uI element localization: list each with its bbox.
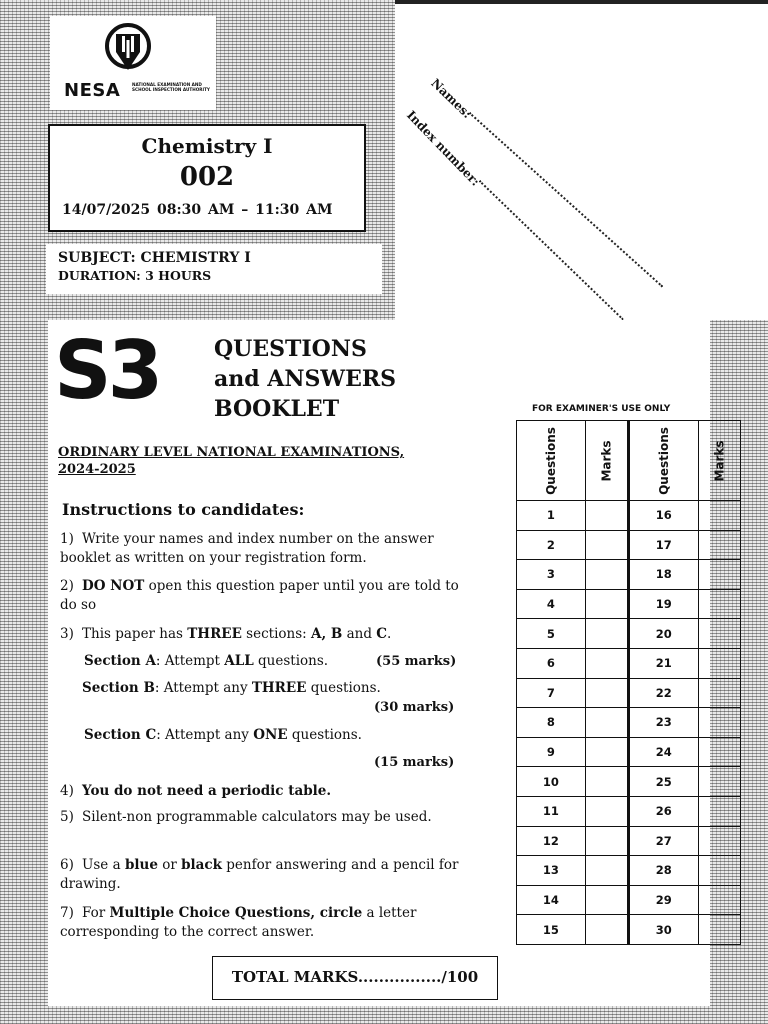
col-questions-left: Questions [517,421,586,501]
section-a-line: Section A: Attempt ALL questions. [84,653,329,669]
marks-cell[interactable] [698,826,740,856]
instruction-item-2: 2) DO NOT open this question paper until you are told to do so [60,578,459,613]
question-number-cell: 27 [628,826,698,856]
marks-cell[interactable] [698,619,740,649]
instruction-item-6: 6) Use a blue or black penfor answering and a pencil for drawing. [60,857,459,892]
marks-cell[interactable] [698,708,740,738]
table-row [517,501,741,531]
question-number-cell: 11 [517,796,586,826]
col-marks-right: Marks [698,421,740,501]
question-number-cell: 7 [517,678,586,708]
instruction-item-5: 5) Silent-non programmable calculators may be used. [60,809,432,825]
question-number-cell: 13 [517,856,586,886]
logo-subtext: NATIONAL EXAMINATION AND SCHOOL INSPECTION AUTHORITY [132,82,210,92]
names-label: Names: [428,76,475,121]
section-b-marks: (30 marks) [374,700,455,715]
marks-cell[interactable] [698,560,740,590]
booklet-title [214,334,396,424]
marks-cell[interactable] [585,856,628,886]
booklet-main-panel [48,320,727,1006]
question-number-cell: 30 [628,915,698,945]
instruction-item-4: 4) You do not need a periodic table. [60,783,332,799]
instruction-item-1: 1) Write your names and index number on the answer booklet as written on your registration form. [60,531,434,566]
marks-cell[interactable] [585,560,628,590]
instruction-item-7: 7) For Multiple Choice Questions, circle a letter corresponding to the correct answer. [60,905,417,940]
logo-wordmark: NESA [64,80,121,101]
question-number-cell: 25 [628,767,698,797]
marks-cell[interactable] [585,648,628,678]
marks-cell[interactable] [585,619,628,649]
question-number-cell: 29 [628,885,698,915]
marks-cell[interactable] [585,708,628,738]
question-number-cell: 5 [517,619,586,649]
table-row [517,737,741,767]
question-number-cell: 17 [628,530,698,560]
question-number-cell: 23 [628,708,698,738]
question-number-cell: 8 [517,708,586,738]
exam-title-box [48,124,366,232]
examiner-table-body [517,501,741,945]
question-number-cell: 26 [628,796,698,826]
marks-cell[interactable] [698,648,740,678]
marks-cell[interactable] [585,885,628,915]
exam-name-line1: ORDINARY LEVEL NATIONAL EXAMINATIONS, [58,445,405,460]
marks-cell[interactable] [585,915,628,945]
table-row [517,678,741,708]
marks-cell[interactable] [698,767,740,797]
table-row [517,619,741,649]
table-row [517,648,741,678]
section-a-marks: (55 marks) [376,654,457,669]
marks-cell[interactable] [698,501,740,531]
marks-cell[interactable] [698,530,740,560]
duration-line: DURATION: 3 HOURS [58,268,212,283]
exam-date-time: 14/07/2025 08:30 AM – 11:30 AM [62,202,333,218]
marks-cell[interactable] [698,678,740,708]
question-number-cell: 9 [517,737,586,767]
booklet-title-line3: BOOKLET [214,396,340,422]
examiner-heading: FOR EXAMINER'S USE ONLY [532,404,671,414]
table-row [517,915,741,945]
booklet-title-line1: QUESTIONS [214,336,367,362]
subject-line: SUBJECT: CHEMISTRY I [58,250,251,266]
marks-cell[interactable] [698,915,740,945]
marks-cell[interactable] [698,737,740,767]
index-number-label: Index number: [403,108,483,189]
security-pattern-bottom [0,1004,768,1024]
section-c-marks: (15 marks) [374,755,455,770]
question-number-cell: 15 [517,915,586,945]
col-marks-left: Marks [585,421,628,501]
marks-cell[interactable] [585,737,628,767]
table-row [517,560,741,590]
table-row [517,530,741,560]
question-number-cell: 20 [628,619,698,649]
marks-cell[interactable] [698,796,740,826]
question-number-cell: 16 [628,501,698,531]
table-row [517,708,741,738]
table-row [517,589,741,619]
col-questions-right: Questions [628,421,698,501]
marks-cell[interactable] [585,589,628,619]
table-row [517,856,741,886]
pen-nib-logo-icon [102,22,154,74]
question-number-cell: 10 [517,767,586,797]
table-row [517,796,741,826]
question-number-cell: 12 [517,826,586,856]
marks-cell[interactable] [585,530,628,560]
instruction-item-3: 3) This paper has THREE sections: A, B and C. [60,626,392,642]
question-number-cell: 28 [628,856,698,886]
marks-cell[interactable] [698,856,740,886]
table-row [517,826,741,856]
page-top-edge [395,0,768,4]
marks-cell[interactable] [698,885,740,915]
question-number-cell: 24 [628,737,698,767]
exam-name-line2: 2024-2025 [58,462,136,477]
index-number-field[interactable] [479,180,624,320]
section-b-line: Section B: Attempt any THREE questions. [82,680,381,696]
exam-subject-title: Chemistry I [141,134,273,158]
question-number-cell: 19 [628,589,698,619]
examiner-table-header [517,421,741,501]
nesa-logo [50,16,216,110]
marks-cell[interactable] [585,678,628,708]
question-number-cell: 14 [517,885,586,915]
exam-code: 002 [179,162,235,192]
question-number-cell: 6 [517,648,586,678]
booklet-title-line2: and ANSWERS [214,366,397,392]
exam-name [58,444,448,478]
marks-cell[interactable] [585,796,628,826]
question-number-cell: 1 [517,501,586,531]
question-number-cell: 3 [517,560,586,590]
table-row [517,885,741,915]
examiner-marks-table [516,420,741,945]
question-number-cell: 21 [628,648,698,678]
level-badge: S3 [54,324,160,417]
marks-cell[interactable] [585,826,628,856]
question-number-cell: 2 [517,530,586,560]
question-number-cell: 18 [628,560,698,590]
section-c-line: Section C: Attempt any ONE questions. [84,727,362,743]
marks-cell[interactable] [585,767,628,797]
instructions-heading: Instructions to candidates: [62,500,305,519]
question-number-cell: 22 [628,678,698,708]
total-marks: TOTAL MARKS................/100 [212,956,498,1000]
marks-cell[interactable] [698,589,740,619]
table-row [517,767,741,797]
subject-box [46,244,382,294]
security-pattern-left [0,320,48,1024]
question-number-cell: 4 [517,589,586,619]
marks-cell[interactable] [585,501,628,531]
